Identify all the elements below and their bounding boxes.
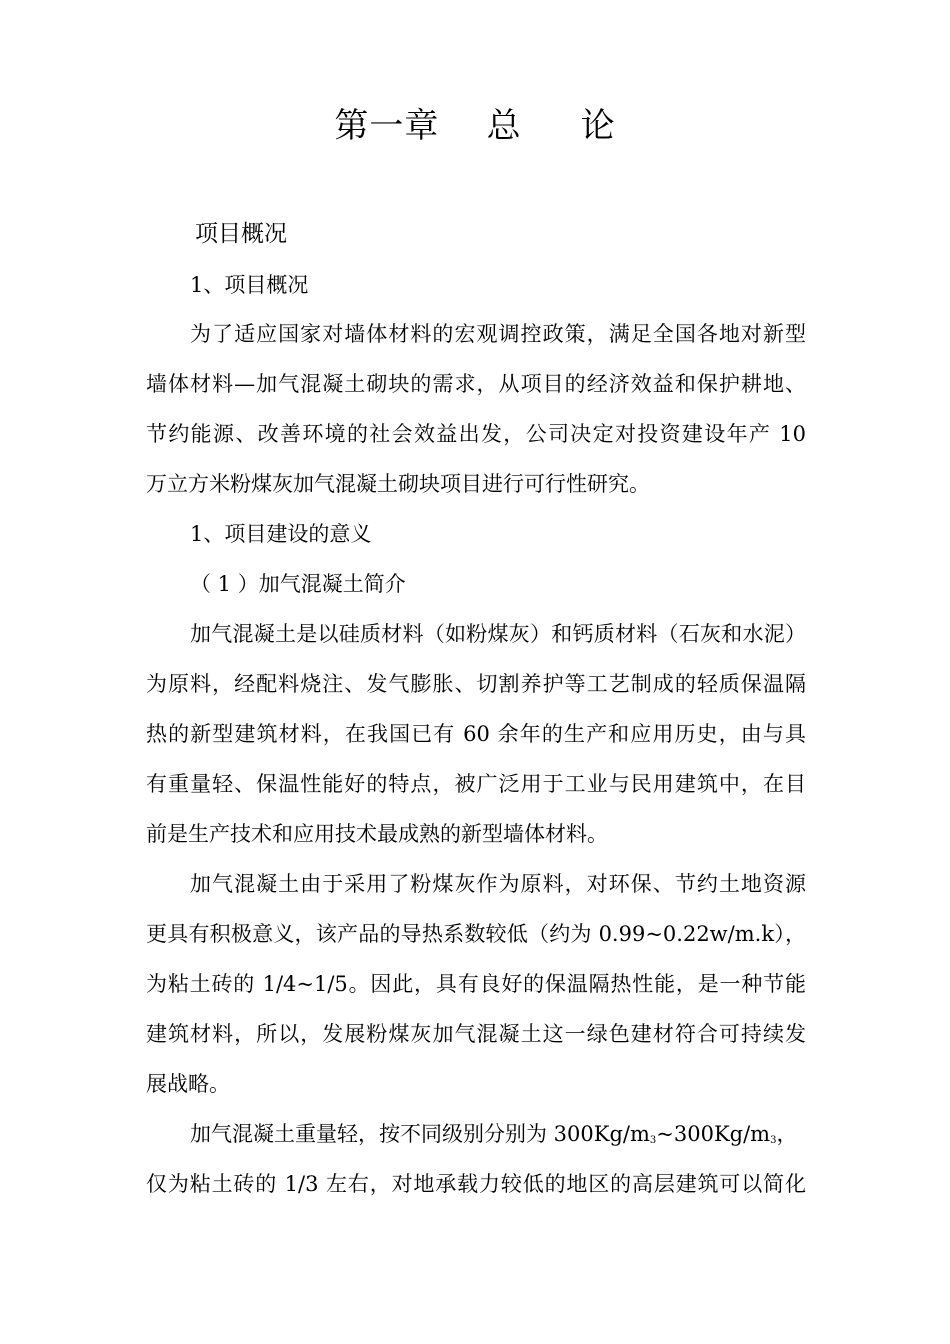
paragraph-line: 加气混凝土由于采用了粉煤灰作为原料，对环保、节约土地资源	[190, 872, 806, 896]
paragraph-line: 节约能源、改善环境的社会效益出发，公司决定对投资建设年产 10	[146, 422, 806, 446]
paragraph-line: 仅为粘土砖的 1/3 左右，对地承载力较低的地区的高层建筑可以简化	[146, 1172, 806, 1196]
paragraph-line: 前是生产技术和应用技术最成熟的新型墙体材料。	[146, 822, 608, 846]
paragraph-line: 为了适应国家对墙体材料的宏观调控政策，满足全国各地对新型	[190, 322, 806, 346]
superscript-unit: 3	[649, 1135, 657, 1146]
paragraph-text: ，	[776, 1122, 798, 1146]
paragraph-line: 展战略。	[146, 1072, 230, 1096]
superscript-unit: 3	[770, 1135, 777, 1146]
section-heading: 项目概况	[195, 221, 287, 247]
paragraph-line: 热的新型建筑材料，在我国已有 60 余年的生产和应用历史，由与具	[146, 722, 806, 746]
paragraph-line: 建筑材料，所以，发展粉煤灰加气混凝土这一绿色建材符合可持续发	[146, 1022, 806, 1046]
subheading-project-overview: 1、项目概况	[190, 273, 309, 297]
paragraph-line: 为原料，经配料烧注、发气膨胀、切割养护等工艺制成的轻质保温隔	[146, 672, 806, 696]
subheading-significance: 1、项目建设的意义	[190, 522, 372, 546]
paragraph-line: 加气混凝土是以硅质材料（如粉煤灰）和钙质材料（石灰和水泥）	[190, 622, 806, 646]
paragraph-line	[190, 1119, 797, 1156]
paragraph-line: 万立方米粉煤灰加气混凝土砌块项目进行可行性研究。	[146, 472, 650, 496]
paragraph-line: 墙体材料—加气混凝土砌块的需求，从项目的经济效益和保护耕地、	[146, 372, 806, 396]
paragraph-text: ~300Kg/m	[656, 1122, 771, 1146]
paragraph-line: 有重量轻、保温性能好的特点，被广泛用于工业与民用建筑中，在目	[146, 772, 806, 796]
subheading-aerated-concrete-intro: （ 1 ）加气混凝土简介	[190, 572, 406, 596]
paragraph-line: 更具有积极意义，该产品的导热系数较低（约为 0.99~0.22w/m.k），	[146, 922, 806, 946]
paragraph-line: 为粘土砖的 1/4~1/5。因此，具有良好的保温隔热性能，是一种节能	[146, 972, 806, 996]
paragraph-text: 加气混凝土重量轻，按不同级别分别为 300Kg/m	[190, 1122, 650, 1146]
chapter-title: 第一章 总 论	[334, 106, 616, 146]
